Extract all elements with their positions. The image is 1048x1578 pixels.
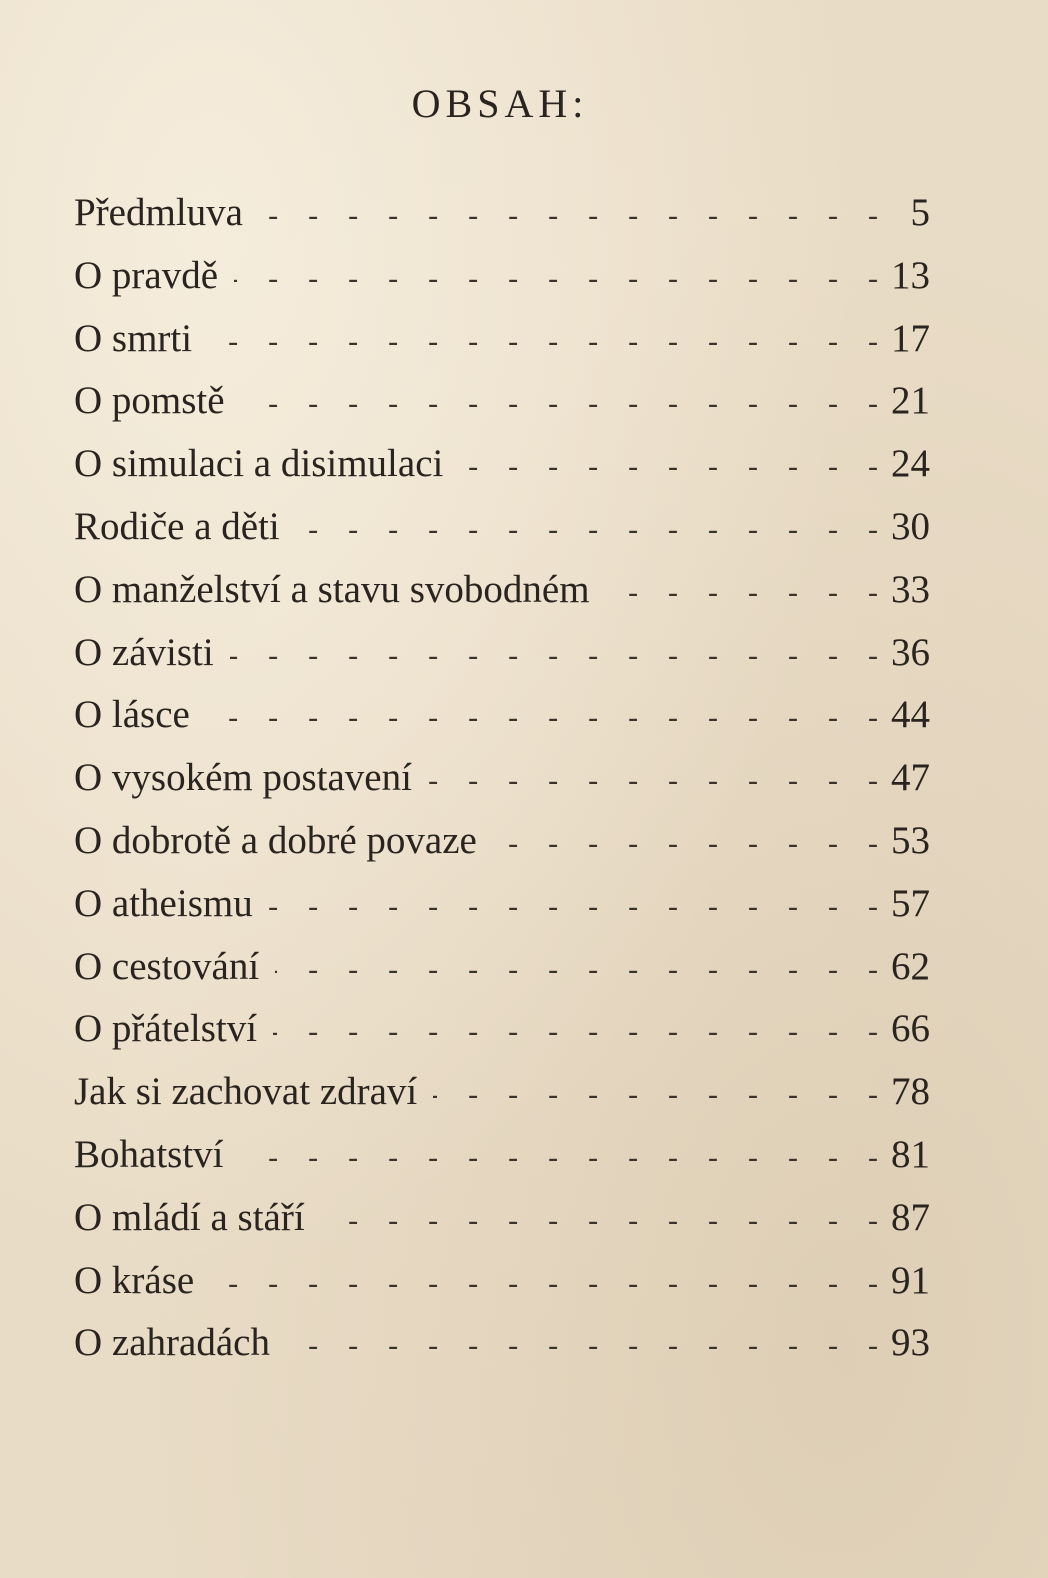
- toc-entry-title: O mládí a stáří: [74, 1195, 305, 1239]
- toc-entry: [74, 182, 930, 245]
- toc-entry-title: O lásce: [74, 693, 190, 737]
- toc-entry: [74, 370, 930, 433]
- toc-entry-title: O vysokém postavení: [74, 756, 412, 800]
- toc-entry-title: Rodiče a děti: [74, 504, 280, 548]
- toc-entry-page: 44: [891, 693, 930, 737]
- toc-entry-page: 5: [910, 191, 930, 234]
- dot-leader: [286, 1312, 878, 1378]
- toc-entry-title: Jak si zachovat zdraví: [74, 1070, 418, 1114]
- dot-leader: [296, 496, 878, 562]
- toc-entry-title: O pravdě: [74, 253, 219, 297]
- dot-leader: [210, 1250, 878, 1316]
- toc-entry: [74, 1124, 930, 1187]
- toc-entry-page: 81: [891, 1132, 930, 1176]
- toc-entry: [74, 1312, 930, 1375]
- dot-leader: [259, 182, 878, 248]
- toc-entry-title: Bohatství: [74, 1132, 224, 1176]
- dot-leader: [428, 747, 878, 813]
- toc-entry-page: 47: [891, 756, 930, 800]
- toc-entry: [74, 936, 930, 999]
- toc-entry: [74, 998, 930, 1061]
- dot-leader: [269, 873, 878, 939]
- toc-entry-title: O zahradách: [74, 1321, 270, 1365]
- toc-entry-page: 91: [891, 1258, 930, 1302]
- toc-entry: [74, 622, 930, 685]
- toc-entry-page: 36: [891, 630, 930, 674]
- toc-entry-page: 13: [891, 253, 930, 297]
- toc-entry-title: O závisti: [74, 630, 214, 674]
- toc-entry-page: 30: [891, 504, 930, 548]
- toc-entry: [74, 308, 930, 371]
- dot-leader: [606, 559, 878, 625]
- toc-entry: [74, 1187, 930, 1250]
- dot-leader: [241, 370, 878, 436]
- dot-leader: [240, 1124, 878, 1190]
- toc-entry: [74, 496, 930, 559]
- toc-entry-page: 24: [891, 442, 930, 486]
- toc-entry-title: Předmluva: [74, 191, 243, 234]
- toc-entry: [74, 245, 930, 308]
- toc-entry-page: 33: [891, 567, 930, 611]
- toc-entry-title: O smrti: [74, 316, 193, 360]
- dot-leader: [459, 433, 878, 499]
- dot-leader: [433, 1061, 878, 1127]
- dot-leader: [208, 308, 878, 374]
- toc-entry-page: 78: [891, 1070, 930, 1114]
- dot-leader: [206, 684, 878, 750]
- dot-leader: [230, 622, 878, 688]
- toc-entry-page: 53: [891, 818, 930, 862]
- toc-entry-page: 57: [891, 881, 930, 925]
- toc-entry-title: O pomstě: [74, 379, 225, 423]
- toc-entry: [74, 1250, 930, 1313]
- dot-leader: [275, 936, 878, 1002]
- toc-entry: [74, 684, 930, 747]
- dot-leader: [321, 1187, 878, 1253]
- dot-leader: [273, 998, 878, 1064]
- toc-entry-title: O kráse: [74, 1258, 195, 1302]
- toc-entry-title: O cestování: [74, 944, 260, 988]
- toc-entry: [74, 559, 930, 622]
- toc-entry: [74, 873, 930, 936]
- dot-leader: [493, 810, 878, 876]
- toc-entry-title: O přátelství: [74, 1007, 258, 1051]
- table-of-contents: [74, 182, 930, 1375]
- toc-entry-page: 17: [891, 316, 930, 360]
- page-title: OBSAH:: [411, 81, 589, 126]
- toc-entry-page: 62: [891, 944, 930, 988]
- toc-entry-page: 66: [891, 1007, 930, 1051]
- dot-leader: [234, 245, 878, 311]
- toc-entry: [74, 810, 930, 873]
- toc-entry-page: 87: [891, 1195, 930, 1239]
- toc-entry-page: 21: [891, 379, 930, 423]
- toc-entry: [74, 1061, 930, 1124]
- toc-entry-page: 93: [891, 1321, 930, 1365]
- toc-entry: [74, 747, 930, 810]
- toc-entry-title: O dobrotě a dobré povaze: [74, 818, 477, 862]
- toc-entry-title: O simulaci a disimulaci: [74, 442, 444, 486]
- toc-entry: [74, 433, 930, 496]
- toc-entry-title: O atheismu: [74, 881, 253, 925]
- toc-entry-title: O manželství a stavu svobodném: [74, 567, 590, 611]
